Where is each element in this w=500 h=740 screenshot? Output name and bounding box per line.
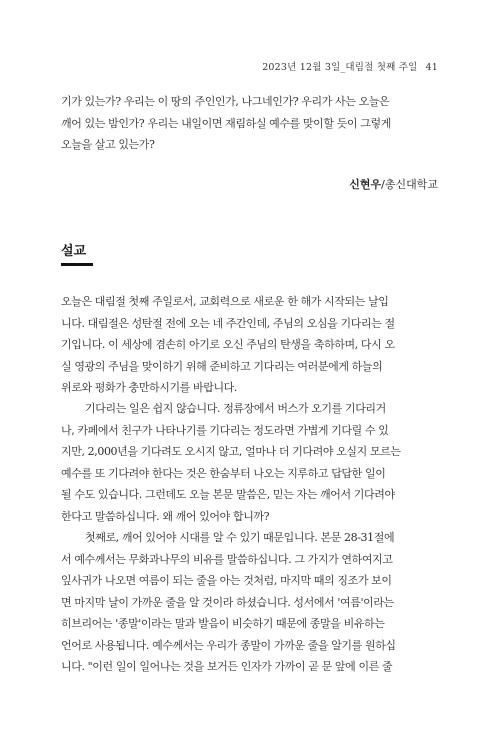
text-line: 면 마지막 날이 가까운 줄을 알 것이라 하셨습니다. 성서에서 '여름'이라는 [61, 595, 394, 609]
sermon-paragraph-2 [61, 398, 439, 527]
text-line: 깨어 있는 밤인가? 우리는 내일이면 재림하실 예수를 맞이할 듯이 그렇게 [61, 116, 391, 130]
author-name: 신현우 [349, 178, 382, 191]
text-line: 기가 있는가? 우리는 이 땅의 주인인가, 나그네인가? 우리가 사는 오늘은 [61, 95, 390, 108]
author-affiliation: /총신대학교 [381, 178, 438, 191]
intro-paragraph [61, 91, 439, 156]
text-line: 한다고 말씀하십니다. 왜 깨어 있어야 합니까? [61, 509, 270, 523]
text-line: 기입니다. 이 세상에 겸손히 아기로 오신 주님의 탄생을 축하하며, 다시 오 [61, 338, 395, 351]
text-line: 위로와 평화가 충만하시기를 바랍니다. [61, 381, 238, 394]
section-title: 설교 [61, 244, 87, 259]
text-line: 실 영광의 주님을 맞이하기 위해 준비하고 기다리는 여러분에게 하늘의 [61, 359, 383, 373]
author-attribution [349, 176, 438, 192]
text-line: 나, 카페에서 친구가 나타나기를 기다리는 정도라면 가볍게 기다릴 수 있 [61, 423, 389, 437]
text-line: 예수를 또 기다려야 한다는 것은 한숨부터 나오는 지루하고 답답한 일이 [61, 466, 386, 480]
running-header [262, 59, 438, 73]
text-line: 히브리어는 '종말'이라는 말과 발음이 비슷하기 때문에 종말을 비유하는 [61, 617, 385, 630]
text-line: 서 예수께서는 무화과나무의 비유를 말씀하십니다. 그 가지가 연하여지고 [61, 552, 393, 566]
text-line: 오늘은 대림절 첫째 주일로서, 교회력으로 새로운 한 해가 시작되는 날입 [61, 295, 389, 308]
text-line: 니다. 대림절은 성탄절 전에 오는 네 주간인데, 주님의 오심을 기다리는 절 [61, 316, 395, 330]
text-line: 기다리는 일은 쉽지 않습니다. 정류장에서 버스가 오기를 기다리거 [85, 402, 386, 415]
section-title-underline [61, 263, 93, 266]
text-line: 첫째로, 깨어 있어야 시대를 알 수 있기 때문입니다. 본문 28-31절에 [85, 531, 395, 544]
running-title: 2023년 12월 3일_대림절 첫째 주일 [262, 62, 418, 73]
page-number: 41 [425, 62, 438, 73]
sermon-paragraph-3 [61, 527, 439, 678]
text-line: 언어로 사용됩니다. 예수께서는 우리가 종말이 가까운 줄을 알기를 원하십 [61, 638, 396, 652]
text-line: 될 수도 있습니다. 그런데도 오늘 본문 말씀은, 믿는 자는 깨어서 기다려야 [61, 488, 395, 501]
sermon-paragraph-1 [61, 291, 439, 399]
text-line: 지만, 2,000년을 기다려도 오시지 않고, 얼마나 더 기다려야 오실지 모르는 [61, 445, 401, 458]
text-line: 니다. "이런 일이 일어나는 것을 보거든 인자가 가까이 곧 문 앞에 이른 줄 [61, 660, 393, 673]
text-line: 오늘을 살고 있는가? [61, 138, 155, 151]
text-line: 잎사귀가 나오면 여름이 되는 줄을 아는 것처럼, 마지막 때의 징조가 보이 [61, 574, 392, 587]
